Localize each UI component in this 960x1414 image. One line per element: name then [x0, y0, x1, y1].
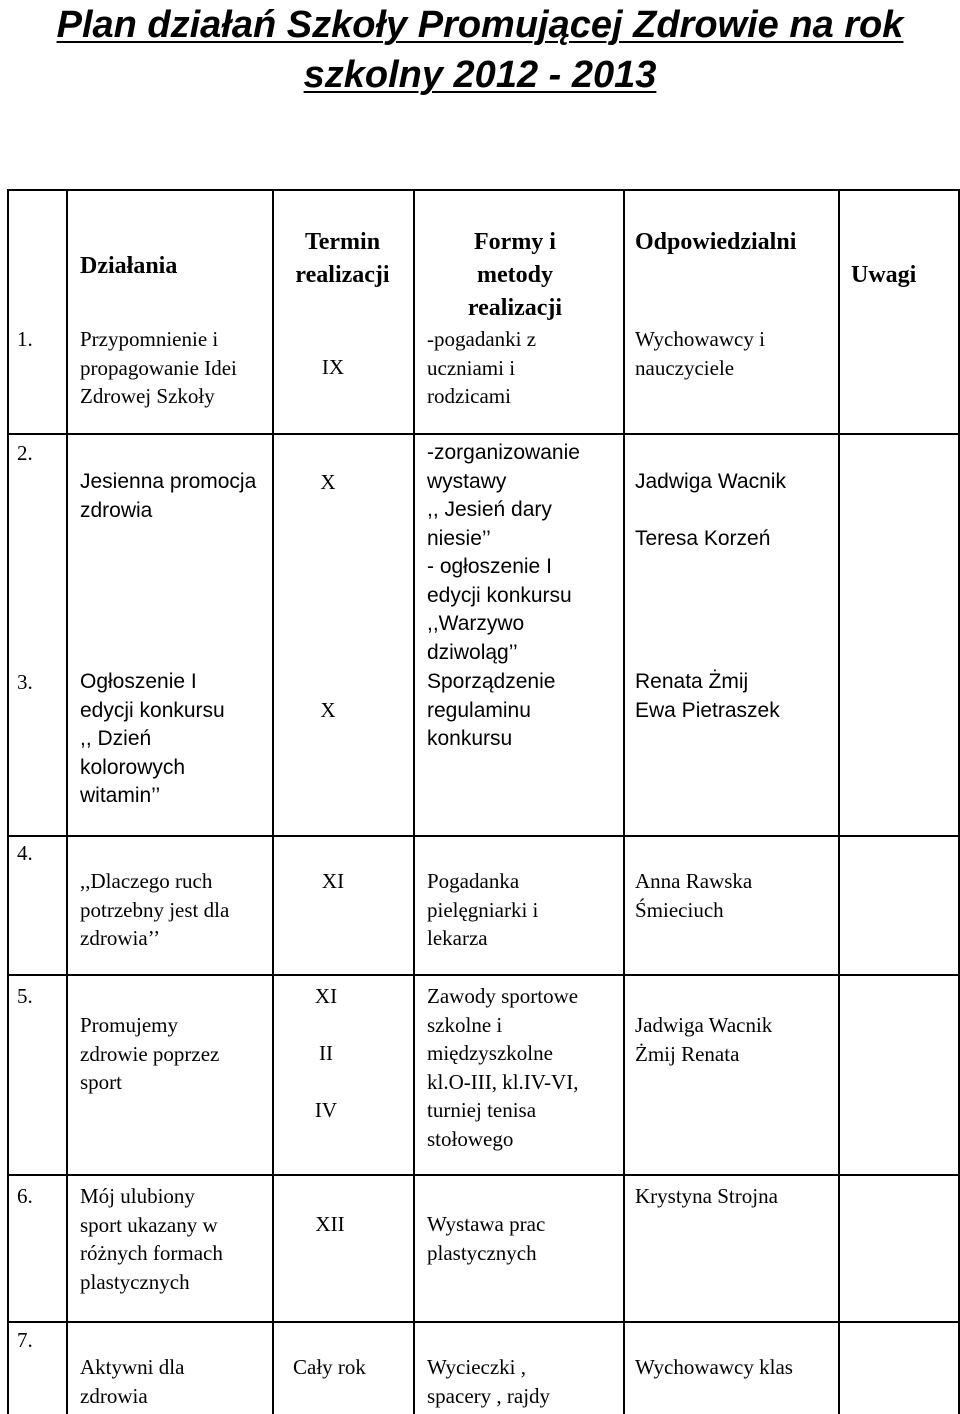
row-form: Wystawa prac plastycznych — [427, 1212, 546, 1265]
row-number: 3. — [17, 670, 33, 694]
row-action: Przypomnienie i propagowanie Idei Zdrowej Szkoły — [80, 327, 237, 408]
row-number: 7. — [17, 1328, 33, 1352]
row-responsible: Wychowawcy i nauczyciele — [635, 327, 765, 380]
row-term: X — [320, 698, 336, 722]
row-action: ,,Dlaczego ruch potrzebny jest dla zdrowia’’ — [80, 869, 230, 950]
row-number: 1. — [17, 327, 33, 351]
row-responsible: Jadwiga Wacnik Żmij Renata — [635, 1013, 773, 1066]
row-term: II — [319, 1041, 333, 1065]
row-divider — [7, 433, 960, 435]
title-line-1: Plan działań Szkoły Promującej Zdrowie na rok — [56, 4, 904, 46]
row-term: XI — [314, 984, 338, 1008]
row-term: IX — [321, 355, 345, 379]
row-number: 4. — [17, 841, 33, 865]
row-responsible: Jadwiga Wacnik — [635, 470, 786, 493]
row-term: XII — [315, 1212, 345, 1236]
row-term: IV — [314, 1098, 338, 1122]
column-divider — [413, 189, 415, 1414]
row-term: Cały rok — [293, 1355, 366, 1379]
row-number: 6. — [17, 1184, 33, 1208]
row-responsible: Renata Żmij Ewa Pietraszek — [635, 670, 780, 722]
row-responsible: Wychowawcy klas — [635, 1355, 793, 1379]
header-uwagi: Uwagi — [851, 262, 917, 288]
row-term: XI — [321, 869, 345, 893]
header-formy: Formy i metody realizacji — [467, 229, 563, 321]
row-divider — [7, 1321, 960, 1323]
row-form: Pogadanka pielęgniarki i lekarza — [427, 869, 539, 950]
row-form: Wycieczki , spacery , rajdy — [427, 1355, 551, 1408]
table-border-left — [7, 189, 9, 1414]
table-border-top — [7, 189, 960, 191]
row-action: Mój ulubiony sport ukazany w różnych formach plastycznych — [80, 1184, 223, 1294]
header-termin: Termin realizacji — [295, 229, 390, 288]
row-action: Aktywni dla zdrowia — [80, 1355, 185, 1408]
column-divider — [66, 189, 68, 1414]
column-divider — [623, 189, 625, 1414]
header-odpowiedzialni: Odpowiedzialni — [635, 229, 797, 255]
row-responsible: Anna Rawska Śmieciuch — [635, 869, 753, 922]
row-number: 5. — [17, 984, 33, 1008]
row-action: Ogłoszenie I edycji konkursu ,, Dzień kolorowych witamin’’ — [80, 670, 225, 807]
row-form: -zorganizowanie wystawy ,, Jesień dary niesie’’ - ogłoszenie I edycji konkursu ,,Warzywo dziwoląg’’ — [427, 441, 580, 664]
row-action: Promujemy zdrowie poprzez sport — [80, 1013, 220, 1094]
row-number: 2. — [17, 441, 33, 465]
header-dzialania: Działania — [80, 253, 178, 279]
row-responsible: Krystyna Strojna — [635, 1184, 778, 1208]
column-divider — [838, 189, 840, 1414]
row-term: X — [320, 470, 336, 494]
title-line-2: szkolny 2012 - 2013 — [303, 54, 657, 96]
row-divider — [7, 974, 960, 976]
row-form: -pogadanki z uczniami i rodzicami — [427, 327, 537, 408]
row-form: Zawody sportowe szkolne i międzyszkolne kl.O-III, kl.IV-VI, turniej tenisa stołowego — [427, 984, 579, 1151]
row-divider — [7, 1174, 960, 1176]
row-form: Sporządzenie regulaminu konkursu — [427, 670, 556, 750]
row-responsible: Teresa Korzeń — [635, 527, 771, 550]
row-action: Jesienna promocja zdrowia — [80, 470, 257, 522]
row-divider — [7, 835, 960, 837]
